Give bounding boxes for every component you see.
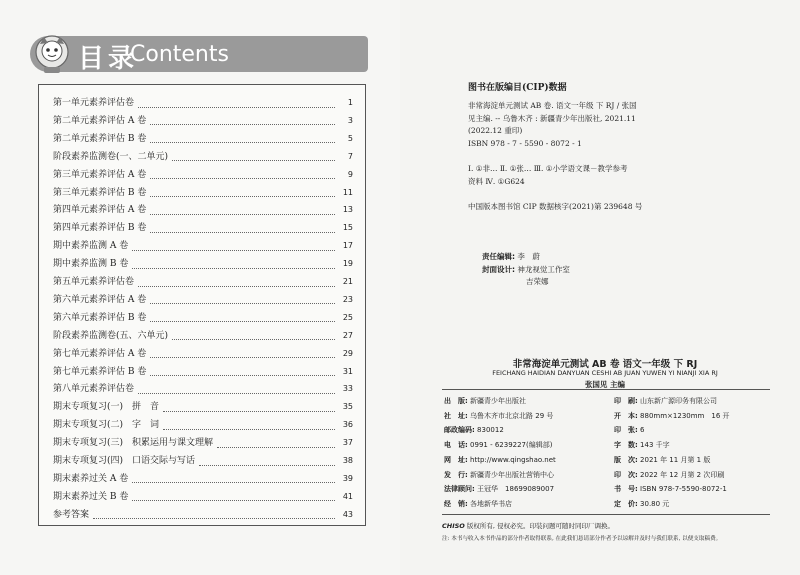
toc-entry[interactable] <box>53 112 353 130</box>
field-value: ISBN 978-7-5590-8072-1 <box>640 485 727 494</box>
toc-entry[interactable] <box>53 506 353 524</box>
toc-entry[interactable] <box>53 363 353 381</box>
toc-entry[interactable] <box>53 470 353 488</box>
toc-entry-title: 第四单元素养评估 B 卷 <box>53 223 147 234</box>
toc-entry-title: 期中素养监测 A 卷 <box>53 241 129 252</box>
toc-entry[interactable] <box>53 345 353 363</box>
field-label: 书 号: <box>614 485 638 494</box>
toc-entry-page: 9 <box>347 169 353 179</box>
toc-entry[interactable] <box>53 327 353 345</box>
toc-entry-page: 3 <box>347 115 353 125</box>
toc-entry[interactable] <box>53 488 353 506</box>
toc-entry-title: 第七单元素养评估 A 卷 <box>53 348 147 359</box>
field-value: 各地新华书店 <box>470 499 513 508</box>
editor-credit: 责任编辑: 李 蔚 <box>482 252 540 261</box>
field-value: 乌鲁木齐市北京北路 29 号 <box>470 411 554 420</box>
publication-field <box>614 411 730 421</box>
toc-entry-page: 25 <box>342 312 353 322</box>
toc-leader-dots <box>150 134 335 143</box>
field-value: 王冠华 18699089007 <box>477 485 555 494</box>
field-value: 0991 - 6239227(编辑部) <box>470 441 553 450</box>
toc-entry[interactable] <box>53 94 353 112</box>
toc-entry-title: 期末专项复习(二) 字 词 <box>53 420 160 431</box>
toc-leader-dots <box>132 242 335 251</box>
toc-leader-dots <box>172 331 335 340</box>
toc-entry[interactable] <box>53 201 353 219</box>
toc-entry[interactable] <box>53 219 353 237</box>
publication-field <box>614 470 724 480</box>
toc-entry-page: 33 <box>342 384 353 394</box>
toc-entry[interactable] <box>53 130 353 148</box>
field-value: 830012 <box>477 426 504 435</box>
field-value: 2021 年 11 月第 1 版 <box>640 455 711 464</box>
toc-entry-page: 37 <box>342 438 353 448</box>
toc-entry[interactable] <box>53 416 353 434</box>
field-value: 2022 年 12 月第 2 次印刷 <box>640 470 725 479</box>
toc-leader-dots <box>150 224 335 233</box>
toc-leader-dots <box>217 439 335 448</box>
toc-entry[interactable] <box>53 291 353 309</box>
cip-heading: 图书在版编目(CIP)数据 <box>468 83 567 93</box>
field-label: 发 行: <box>444 470 468 479</box>
toc-entry-title: 第八单元素养评估卷 <box>53 384 135 395</box>
toc-leader-dots <box>138 385 335 394</box>
toc-entry-page: 36 <box>342 420 353 430</box>
toc-leader-dots <box>150 206 335 215</box>
toc-entry-page: 43 <box>342 509 353 519</box>
toc-entry-title: 第二单元素养评估 B 卷 <box>53 133 147 144</box>
toc-list <box>38 84 366 526</box>
toc-entry-title: 参考答案 <box>53 509 90 520</box>
field-value: 新疆青少年出版社营销中心 <box>470 470 555 479</box>
toc-leader-dots <box>150 188 335 197</box>
toc-entry-page: 38 <box>342 456 353 465</box>
field-value: 山东新广源印务有限公司 <box>640 397 718 405</box>
toc-leader-dots <box>150 313 335 322</box>
toc-entry[interactable] <box>53 184 353 202</box>
toc-entry-title: 第三单元素养评估 B 卷 <box>53 187 147 198</box>
publication-field <box>614 484 727 494</box>
toc-entry-page: 11 <box>342 187 353 197</box>
publication-field <box>444 470 554 480</box>
field-label: 印 刷: <box>614 397 638 405</box>
toc-entry-title: 期末专项复习(一) 拼 音 <box>53 402 160 413</box>
toc-leader-dots <box>132 260 335 269</box>
toc-entry-page: 21 <box>342 277 353 286</box>
field-label: 出 版: <box>444 397 468 405</box>
toc-leader-dots <box>132 492 335 501</box>
toc-entry[interactable] <box>53 273 353 291</box>
toc-entry-title: 期末专项复习(四) 口语交际与写话 <box>53 456 196 466</box>
publication-field <box>444 499 512 509</box>
toc-leader-dots <box>150 295 335 304</box>
publication-field <box>614 425 645 435</box>
copyright-notice: CHISO 版权所有, 侵权必究。印装问题可随时同印厂调换。 <box>442 522 615 530</box>
toc-entry-page: 17 <box>342 241 353 251</box>
field-value: http://www.qingshao.net <box>470 455 556 464</box>
field-label: 版 次: <box>614 455 638 464</box>
toc-entry-title: 第五单元素养评估卷 <box>53 277 135 287</box>
toc-title-en: Contents <box>130 42 229 67</box>
toc-leader-dots <box>150 170 335 179</box>
book-pinyin: FEICHANG HAIDIAN DANYUAN CESHI AB JUAN YUWEN YI NIANJI XIA RJ <box>492 369 718 377</box>
book-editor: 张国见 主编 <box>584 380 626 389</box>
toc-leader-dots <box>199 457 335 466</box>
toc-entry-page: 35 <box>342 402 353 412</box>
divider <box>442 514 770 515</box>
publication-field <box>444 440 552 450</box>
cip-line: 见主编. -- 乌鲁木齐 : 新疆青少年出版社, 2021.11 <box>468 113 636 123</box>
design-credit-2: 吉荣娜 <box>526 277 549 286</box>
toc-entry-title: 第六单元素养评估 B 卷 <box>53 312 147 323</box>
toc-entry-page: 19 <box>342 259 353 269</box>
publication-field <box>444 484 554 494</box>
toc-entry-title: 第二单元素养评估 A 卷 <box>53 115 147 126</box>
cip-line: (2022.12 重印) <box>468 126 523 136</box>
publication-field <box>614 440 670 450</box>
toc-entry-title: 期末专项复习(三) 积累运用与课文理解 <box>53 438 214 449</box>
toc-entry[interactable] <box>53 434 353 452</box>
toc-entry[interactable] <box>53 380 353 398</box>
toc-entry-page: 41 <box>342 491 353 501</box>
toc-entry-page: 15 <box>342 223 353 233</box>
design-credit: 封面设计: 神龙视觉工作室 <box>482 265 570 274</box>
divider <box>442 389 770 390</box>
field-label: 法律顾问: <box>444 485 475 494</box>
toc-entry-page: 7 <box>347 151 353 161</box>
toc-entry-page: 5 <box>347 133 353 143</box>
copyright-page <box>400 0 800 575</box>
toc-leader-dots <box>150 349 335 358</box>
publication-field <box>614 455 710 465</box>
toc-entry-title: 阶段素养监测卷(一、二单元) <box>53 151 169 162</box>
toc-entry-title: 阶段素养监测卷(五、六单元) <box>53 330 169 341</box>
toc-entry-title: 期中素养监测 B 卷 <box>53 259 129 270</box>
field-label: 印 次: <box>614 470 638 479</box>
toc-entry[interactable] <box>53 166 353 184</box>
toc-entry-title: 期末素养过关 B 卷 <box>53 491 129 502</box>
toc-leader-dots <box>150 367 335 376</box>
field-label: 开 本: <box>614 411 638 420</box>
field-label: 网 址: <box>444 455 468 464</box>
toc-entry-page: 13 <box>342 205 353 215</box>
toc-entry[interactable] <box>53 309 353 327</box>
field-value: 143 千字 <box>640 441 670 450</box>
toc-entry-page: 39 <box>342 473 353 483</box>
toc-leader-dots <box>138 278 335 287</box>
cip-line: 资料 Ⅳ. ①G624 <box>468 176 525 186</box>
publication-field <box>614 499 669 509</box>
field-value: 6 <box>640 426 645 435</box>
toc-entry-title: 第三单元素养评估 A 卷 <box>53 169 147 180</box>
toc-title-cn: 目录 <box>78 44 139 74</box>
author-notice: 注: 本书与收入本书作品的部分作者取得联系, 在此我们恳请部分作者予以谅解并及时与我们联系, 以便支取稿费。 <box>442 536 722 542</box>
book-title: 非常海淀单元测试 AB 卷 语文一年级 下 RJ <box>512 359 698 370</box>
mascot-icon <box>34 34 70 74</box>
cip-line: ISBN 978 - 7 - 5590 - 8072 - 1 <box>468 138 582 148</box>
toc-leader-dots <box>172 152 335 161</box>
toc-entry-page: 1 <box>347 98 353 107</box>
field-label: 社 址: <box>444 411 468 420</box>
toc-entry-title: 第六单元素养评估 A 卷 <box>53 294 147 305</box>
field-value: 30.80 元 <box>640 499 670 508</box>
toc-leader-dots <box>93 510 335 519</box>
cip-line: 中国版本图书馆 CIP 数据核字(2021)第 239648 号 <box>468 201 643 211</box>
toc-entry[interactable] <box>53 398 353 416</box>
toc-entry[interactable] <box>53 148 353 166</box>
toc-entry[interactable] <box>53 255 353 273</box>
toc-entry-page: 29 <box>342 348 353 358</box>
field-label: 邮政编码: <box>444 426 475 435</box>
cip-line: Ⅰ. ①非… Ⅱ. ①张… Ⅲ. ①小学语文课－教学参考 <box>468 164 628 173</box>
toc-leader-dots <box>132 474 335 483</box>
field-value: 880mm×1230mm 16 开 <box>640 411 730 420</box>
publication-field <box>444 455 556 465</box>
field-label: 字 数: <box>614 441 638 450</box>
publication-field <box>444 396 526 406</box>
publication-field <box>444 425 504 435</box>
field-label: 定 价: <box>614 499 638 508</box>
field-label: 电 话: <box>444 441 468 450</box>
toc-entry-title: 期末素养过关 A 卷 <box>53 473 129 484</box>
toc-entry-page: 27 <box>342 330 353 340</box>
toc-leader-dots <box>150 116 335 125</box>
toc-entry-title: 第一单元素养评估卷 <box>53 98 135 108</box>
toc-leader-dots <box>163 421 335 430</box>
toc-entry-page: 31 <box>342 366 353 376</box>
toc-entry-page: 23 <box>342 294 353 304</box>
toc-entry[interactable] <box>53 237 353 255</box>
publication-field <box>444 411 553 421</box>
toc-leader-dots <box>138 99 335 108</box>
field-value: 新疆青少年出版社 <box>470 397 527 405</box>
toc-leader-dots <box>163 403 335 412</box>
toc-entry-title: 第四单元素养评估 A 卷 <box>53 205 147 216</box>
toc-entry[interactable] <box>53 452 353 470</box>
toc-entry-title: 第七单元素养评估 B 卷 <box>53 366 147 377</box>
field-label: 印 张: <box>614 426 638 435</box>
cip-line: 非常海淀单元测试 AB 卷. 语文一年级 下 RJ / 张国 <box>468 101 637 110</box>
field-label: 经 销: <box>444 499 468 508</box>
publication-field <box>614 396 717 406</box>
